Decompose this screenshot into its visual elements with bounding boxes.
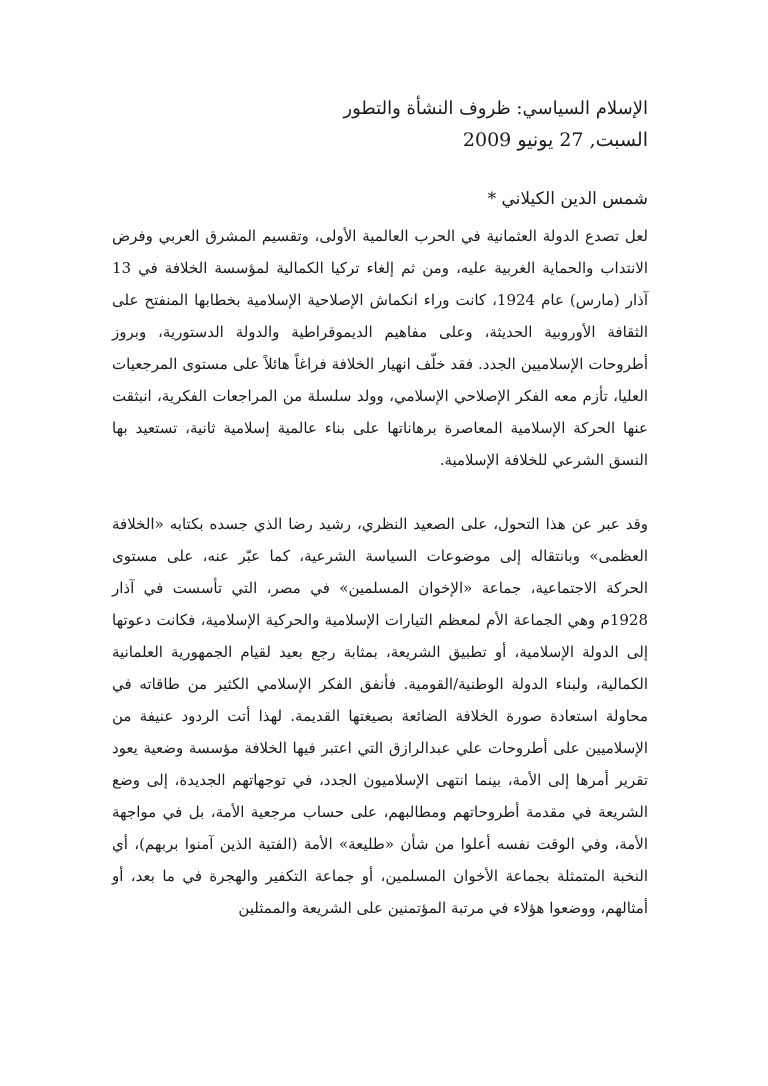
article-title: الإسلام السياسي: ظروف النشأة والتطور (343, 98, 648, 119)
article-author: شمس الدين الكيلاني * (487, 189, 648, 209)
paragraph-2: وقد عبر عن هذا التحول، على الصعيد النظري، رشيد رضا الذي جسده بكتابه «الخلافة العظمى» وبانتقاله إلى موضوعات السياسة الشرعية، كما عبّر عنه، على مستوى الحركة الاجتماعية، جماعة «الإخوان المسلمين» في مصر، التي تأسست في آذار 1928م وهي الجماعة الأم لمعظم التيارات الإسلامية والحركية الإسلامية، فكانت دعوتها إلى الدولة الإسلامية، أو تطبيق الشريعة، بمثابة رجع بعيد لقيام الجمهورية العلمانية الكمالية، ولبناء الدولة الوطنية/القومية. فأنفق الفكر الإسلامي الكثير من طاقاته في محاولة استعادة صورة الخلافة الضائعة بصيغتها القديمة. لهذا أتت الردود عنيفة من الإسلاميين على أطروحات علي عبدالرازق التي اعتبر فيها الخلافة مؤسسة وضعية يعود تقرير أمرها إلى الأمة، بينما انتهى الإسلاميون الجدد، في توجهاتهم الجديدة، إلى وضع الشريعة في مقدمة أطروحاتهم ومطالبهم، على حساب مرجعية الأمة، بل في مواجهة الأمة، وفي الوقت نفسه أعلوا من شأن «طليعة» الأمة (الفتية الذين آمنوا بربهم)، أي النخبة المتمثلة بجماعة الأخوان المسلمين، أو جماعة التكفير والهجرة في ما بعد، أو أمثالهم، ووضعوا هؤلاء في مرتبة المؤتمنين على الشريعة والممثلين (112, 515, 648, 917)
paragraph-1: لعل تصدع الدولة العثمانية في الحرب العالمية الأولى، وتقسيم المشرق العربي وفرض الانتداب والحماية الغربية عليه، ومن ثم إلغاء تركيا الكمالية لمؤسسة الخلافة في 13 آذار (مارس) عام 1924، كانت وراء انكماش الإصلاحية الإسلامية بخطابها المنفتح على الثقافة الأوروبية الحديثة، وعلى مفاهيم الديموقراطية والدولة الدستورية، وبروز أطروحات الإسلاميين الجدد. فقد خلّف انهيار الخلافة فراغاً هائلاً على مستوى المرجعيات العليا، تأزم معه الفكر الإصلاحي الإسلامي، وولد سلسلة من المراجعات الفكرية، انبثقت عنها الحركة الإسلامية المعاصرة برهاناتها على بناء عالمية إسلامية ثانية، تستعيد بها النسق الشرعي للخلافة الإسلامية. (112, 227, 649, 469)
article-date: السبت, 27 يونيو 2009 (462, 129, 648, 151)
